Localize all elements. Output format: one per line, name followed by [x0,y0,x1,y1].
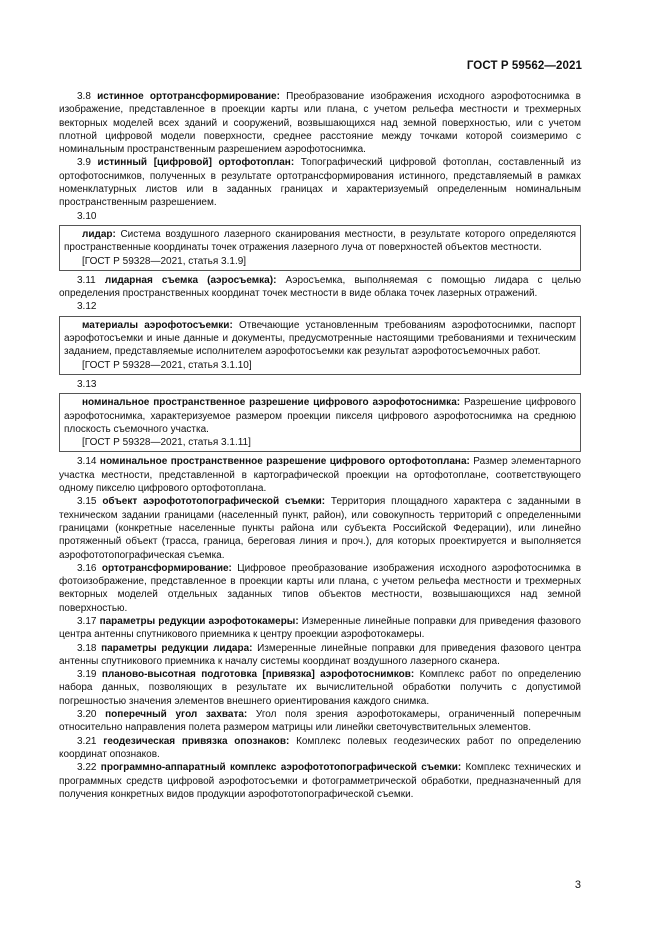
page-number: 3 [574,879,581,891]
entry-term: номинальное пространственное разрешение цифрового аэрофотоснимка: [82,397,461,409]
entry-number: 3.22 [77,762,97,774]
entry-number-3-10: 3.10 [77,210,97,222]
entry-number: 3.11 [77,274,96,286]
entry-term: ортотрансформирование: [101,562,232,574]
entry-term: планово-высотная подготовка [привязка] аэрофотоснимков: [101,669,415,681]
entry-definition: Отвечающие установленным требованиям аэрофотоснимки, паспорт аэрофотосъемки и иные данные и документы, предусмотренные настоящими требованиями и техническим заданием, представляемые исполнителем аэрофотосъемки как результат аэрофотосъемочных работ. [64,319,576,358]
term-entry-3-14 [59,455,581,495]
entry-definition: Преобразование изображения исходного аэрофотоснимка в изображение, представленное в проекции карты или плана, с учетом рельефа местности и трехмерных векторных моделей всех зданий и сооружений, возвышающихся над земной поверхностью, или с учетом плотной цифровой модели поверхности, среднее расстояние между точками которой соизмеримо с номинальным пространственным разрешением аэрофотоснимка. [59,91,581,156]
entry-term: поперечный угол захвата: [105,709,248,721]
entry-definition: Цифровое преобразование изображения исходного аэрофотоснимка в фотоизображение, представленное в проекции карты или плана, с учетом рельефа местности и трехмерных векторных моделей отдельных заданных типов объектов местности, возвышающихся над земной поверхностью. [59,562,582,614]
quoted-definition-box-3-13 [59,393,581,452]
document-body [59,90,581,801]
term-entry-3-22 [59,761,581,801]
term-entry-3-8 [59,90,581,156]
term-entry-3-13 [64,396,576,436]
term-entry-3-17 [59,615,581,642]
entry-term: материалы аэрофотосъемки: [82,319,233,331]
term-entry-3-21 [59,735,581,762]
entry-term: программно-аппаратный комплекс аэрофототопографической съемки: [100,762,462,774]
term-entry-3-11 [59,274,581,301]
entry-number: 3.18 [77,642,97,654]
term-entry-3-9 [59,156,581,209]
entry-term: истинный [цифровой] ортофотоплан: [97,157,295,169]
quoted-definition-box-3-10 [59,225,581,271]
entry-number: 3.8 [77,91,91,102]
entry-number: 3.15 [77,496,97,508]
entry-number-3-13: 3.13 [77,378,97,390]
term-entry-3-12 [64,319,576,359]
entry-term: номинальное пространственное разрешение цифрового ортофотоплана: [99,456,470,468]
entry-definition: Измеренные линейные поправки для приведения фазового центра антенны спутникового приемника к началу системы координат воздушного лазерного сканера. [59,642,581,667]
entry-number: 3.14 [77,456,97,468]
entry-definition: Аэросъемка, выполняемая с помощью лидара с целью определения пространственных координат точек местности в виде облака точек лазерных отражений. [59,274,581,300]
source-reference: [ГОСТ Р 59328—2021, статья 3.1.10] [82,359,252,371]
entry-definition: Система воздушного лазерного сканирования местности, в результате которого определяются пространственные координаты точек отражения лазерного луча от поверхностей объектов местности. [64,228,576,254]
source-reference: [ГОСТ Р 59328—2021, статья 3.1.11] [82,437,251,449]
quoted-definition-box-3-12 [59,316,581,375]
entry-definition: Комплекс технических и программных средств цифровой аэрофотосъемки и фотограмметрической обработки, предназначенный для получения конкретных видов продукции аэрофототопографической съемки. [59,762,581,800]
entry-number-3-12: 3.12 [77,301,97,313]
entry-definition: Комплекс работ по определению набора данных, позволяющих в результате их вычислительной обработки получить с допустимой погрешностью значения элементов внешнего ориентирования каждого снимка. [59,669,581,707]
entry-definition: Измеренные линейные поправки для приведения фазового центра антенны спутникового приемника к центру проекции аэрофотокамеры. [59,615,581,641]
entry-number: 3.19 [77,669,97,681]
source-reference: [ГОСТ Р 59328—2021, статья 3.1.9] [82,255,247,267]
entry-definition: Топографический цифровой фотоплан, составленный из ортофотоснимков, полученных в результате ортотрансформирования истинного, представляемый в рамках номенклатурных листов или в заданных границах и характеризуемый определенным номинальным пространственным разрешением. [59,157,582,209]
entry-definition: Комплекс полевых геодезических работ по определению координат опознаков. [59,735,581,760]
term-entry-3-16 [59,562,581,615]
document-code: ГОСТ Р 59562—2021 [466,60,582,72]
term-entry-3-15 [59,495,581,561]
entry-term: лидар: [82,228,116,240]
entry-definition: Угол поля зрения аэрофотокамеры, ограниченный поперечным относительно направления полета размером матрицы или линейки светочувствительных элементов. [59,709,581,734]
entry-term: параметры редукции аэрофотокамеры: [99,615,299,627]
entry-term: параметры редукции лидара: [101,642,253,654]
entry-definition: Размер элементарного участка местности, представленной в картографической проекции на ортофотоплане, соответствующего одному пикселю цифрового ортофотоплана. [59,456,581,495]
entry-term: истинное ортотрансформирование: [97,91,280,102]
entry-number: 3.9 [77,157,91,169]
entry-number: 3.20 [77,709,97,721]
entry-term: объект аэрофототопографической съемки: [102,496,326,508]
entry-number: 3.16 [77,562,97,574]
term-entry-3-19 [59,668,581,708]
entry-number: 3.17 [77,615,97,627]
entry-definition: Территория площадного характера с заданными в техническом задании границами (населенный пункт, район), или совокупность территорий с определенными границами (конкретные населенные пункты района или субъекта Российской Федерации), или линейно протяженный объект (трасса, граница, береговая линия и проч.), для которых проектируется и выполняется аэрофототопографическая съемка. [59,496,581,561]
term-entry-3-20 [59,708,581,735]
entry-number: 3.21 [77,735,97,747]
entry-term: лидарная съемка (аэросъемка): [104,274,277,286]
entry-term: геодезическая привязка опознаков: [103,735,290,747]
entry-definition: Разрешение цифрового аэрофотоснимка, характеризуемое размером проекции пикселя цифрового аэрофотоснимка на среднюю плоскость съемочного участка. [64,397,576,435]
term-entry-3-18 [59,642,581,669]
term-entry-3-10 [64,228,576,255]
